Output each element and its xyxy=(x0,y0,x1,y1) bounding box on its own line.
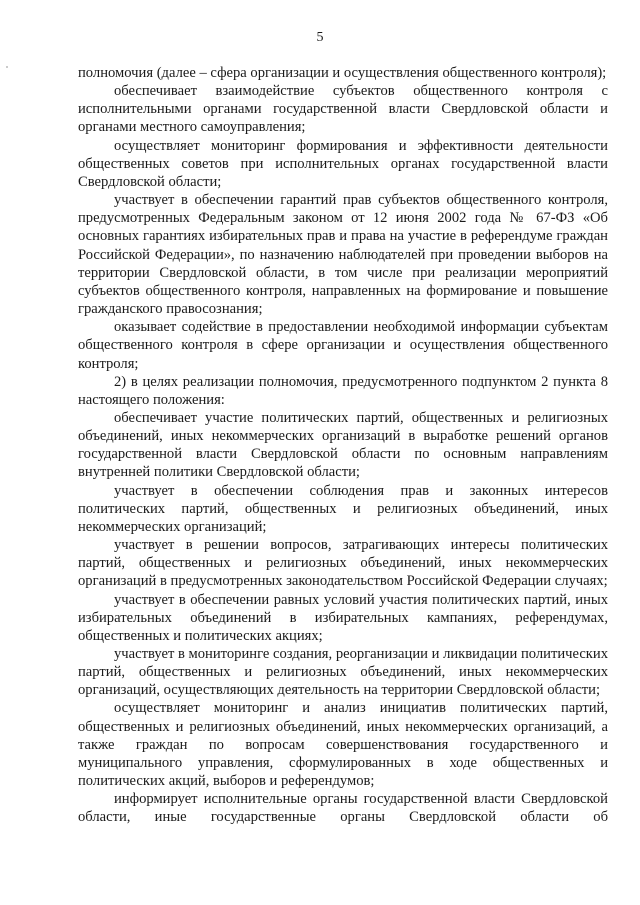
page-number: 5 xyxy=(316,30,324,45)
document-body xyxy=(78,64,608,827)
paragraph-issues: участвует в решении вопросов, затрагивающих интересы политических партий, общественных и религиозных объединений, иных некоммерческих организаций в предусмотренных законодательством Российской Федерации случаях; xyxy=(78,537,608,590)
paragraph-equal-conditions: участвует в обеспечении равных условий участия политических партий, иных избирательных объединений в избирательных кампаниях, референдумах, общественных и политических акциях; xyxy=(78,591,608,644)
paragraph-item-2: 2) в целях реализации полномочия, предусмотренного подпунктом 2 пункта 8 настоящего положения: xyxy=(78,373,608,408)
paragraph-interaction: обеспечивает взаимодействие субъектов общественного контроля с исполнительными органами государственной власти Свердловской области и органами местного самоуправления; xyxy=(78,83,608,136)
paragraph-participation: обеспечивает участие политических партий, общественных и религиозных объединений, иных некоммерческих организаций в выработке решений органов государственной власти Свердловской области по основным направлениям внутренней политики Свердловской области; xyxy=(78,409,608,481)
margin-speck xyxy=(6,66,8,68)
paragraph-monitoring-creation: участвует в мониторинге создания, реорганизации и ликвидации политических партий, общественных и религиозных объединений, иных некоммерческих организаций, осуществляющих деятельность на территории Свердловской области; xyxy=(78,646,608,699)
paragraph-initiatives: осуществляет мониторинг и анализ инициатив политических партий, общественных и религиозных объединений, иных некоммерческих организаций, а также граждан по вопросам совершенствования государственного и муниципального управления, сформулированных в ходе общественных и политических акций, выборов и референдумов; xyxy=(78,700,608,790)
paragraph-monitoring-councils: осуществляет мониторинг формирования и эффективности деятельности общественных советов при исполнительных органах государственной власти Свердловской области; xyxy=(78,137,608,190)
paragraph-continuation: полномочия (далее – сфера организации и осуществления общественного контроля); xyxy=(78,65,607,81)
paragraph-guarantees: участвует в обеспечении гарантий прав субъектов общественного контроля, предусмотренных Федеральным законом от 12 июня 2002 года № 67-ФЗ «Об основных гарантиях избирательных прав и права на участие в референдуме граждан Российской Федерации», по назначению наблюдателей при проведении выборов на территории Свердловской области, в том числе при реализации мероприятий субъектов общественного контроля, направленных на формирование и повышение гражданского правосознания; xyxy=(78,192,608,318)
paragraph-informs: информирует исполнительные органы государственной власти Свердловской области, иные государственные органы Свердловской области об xyxy=(78,791,608,826)
paragraph-assistance: оказывает содействие в предоставлении необходимой информации субъектам общественного контроля в сфере организации и осуществления общественного контроля; xyxy=(78,319,608,372)
paragraph-rights: участвует в обеспечении соблюдения прав и законных интересов политических партий, общественных и религиозных объединений, иных некоммерческих организаций; xyxy=(78,482,608,535)
